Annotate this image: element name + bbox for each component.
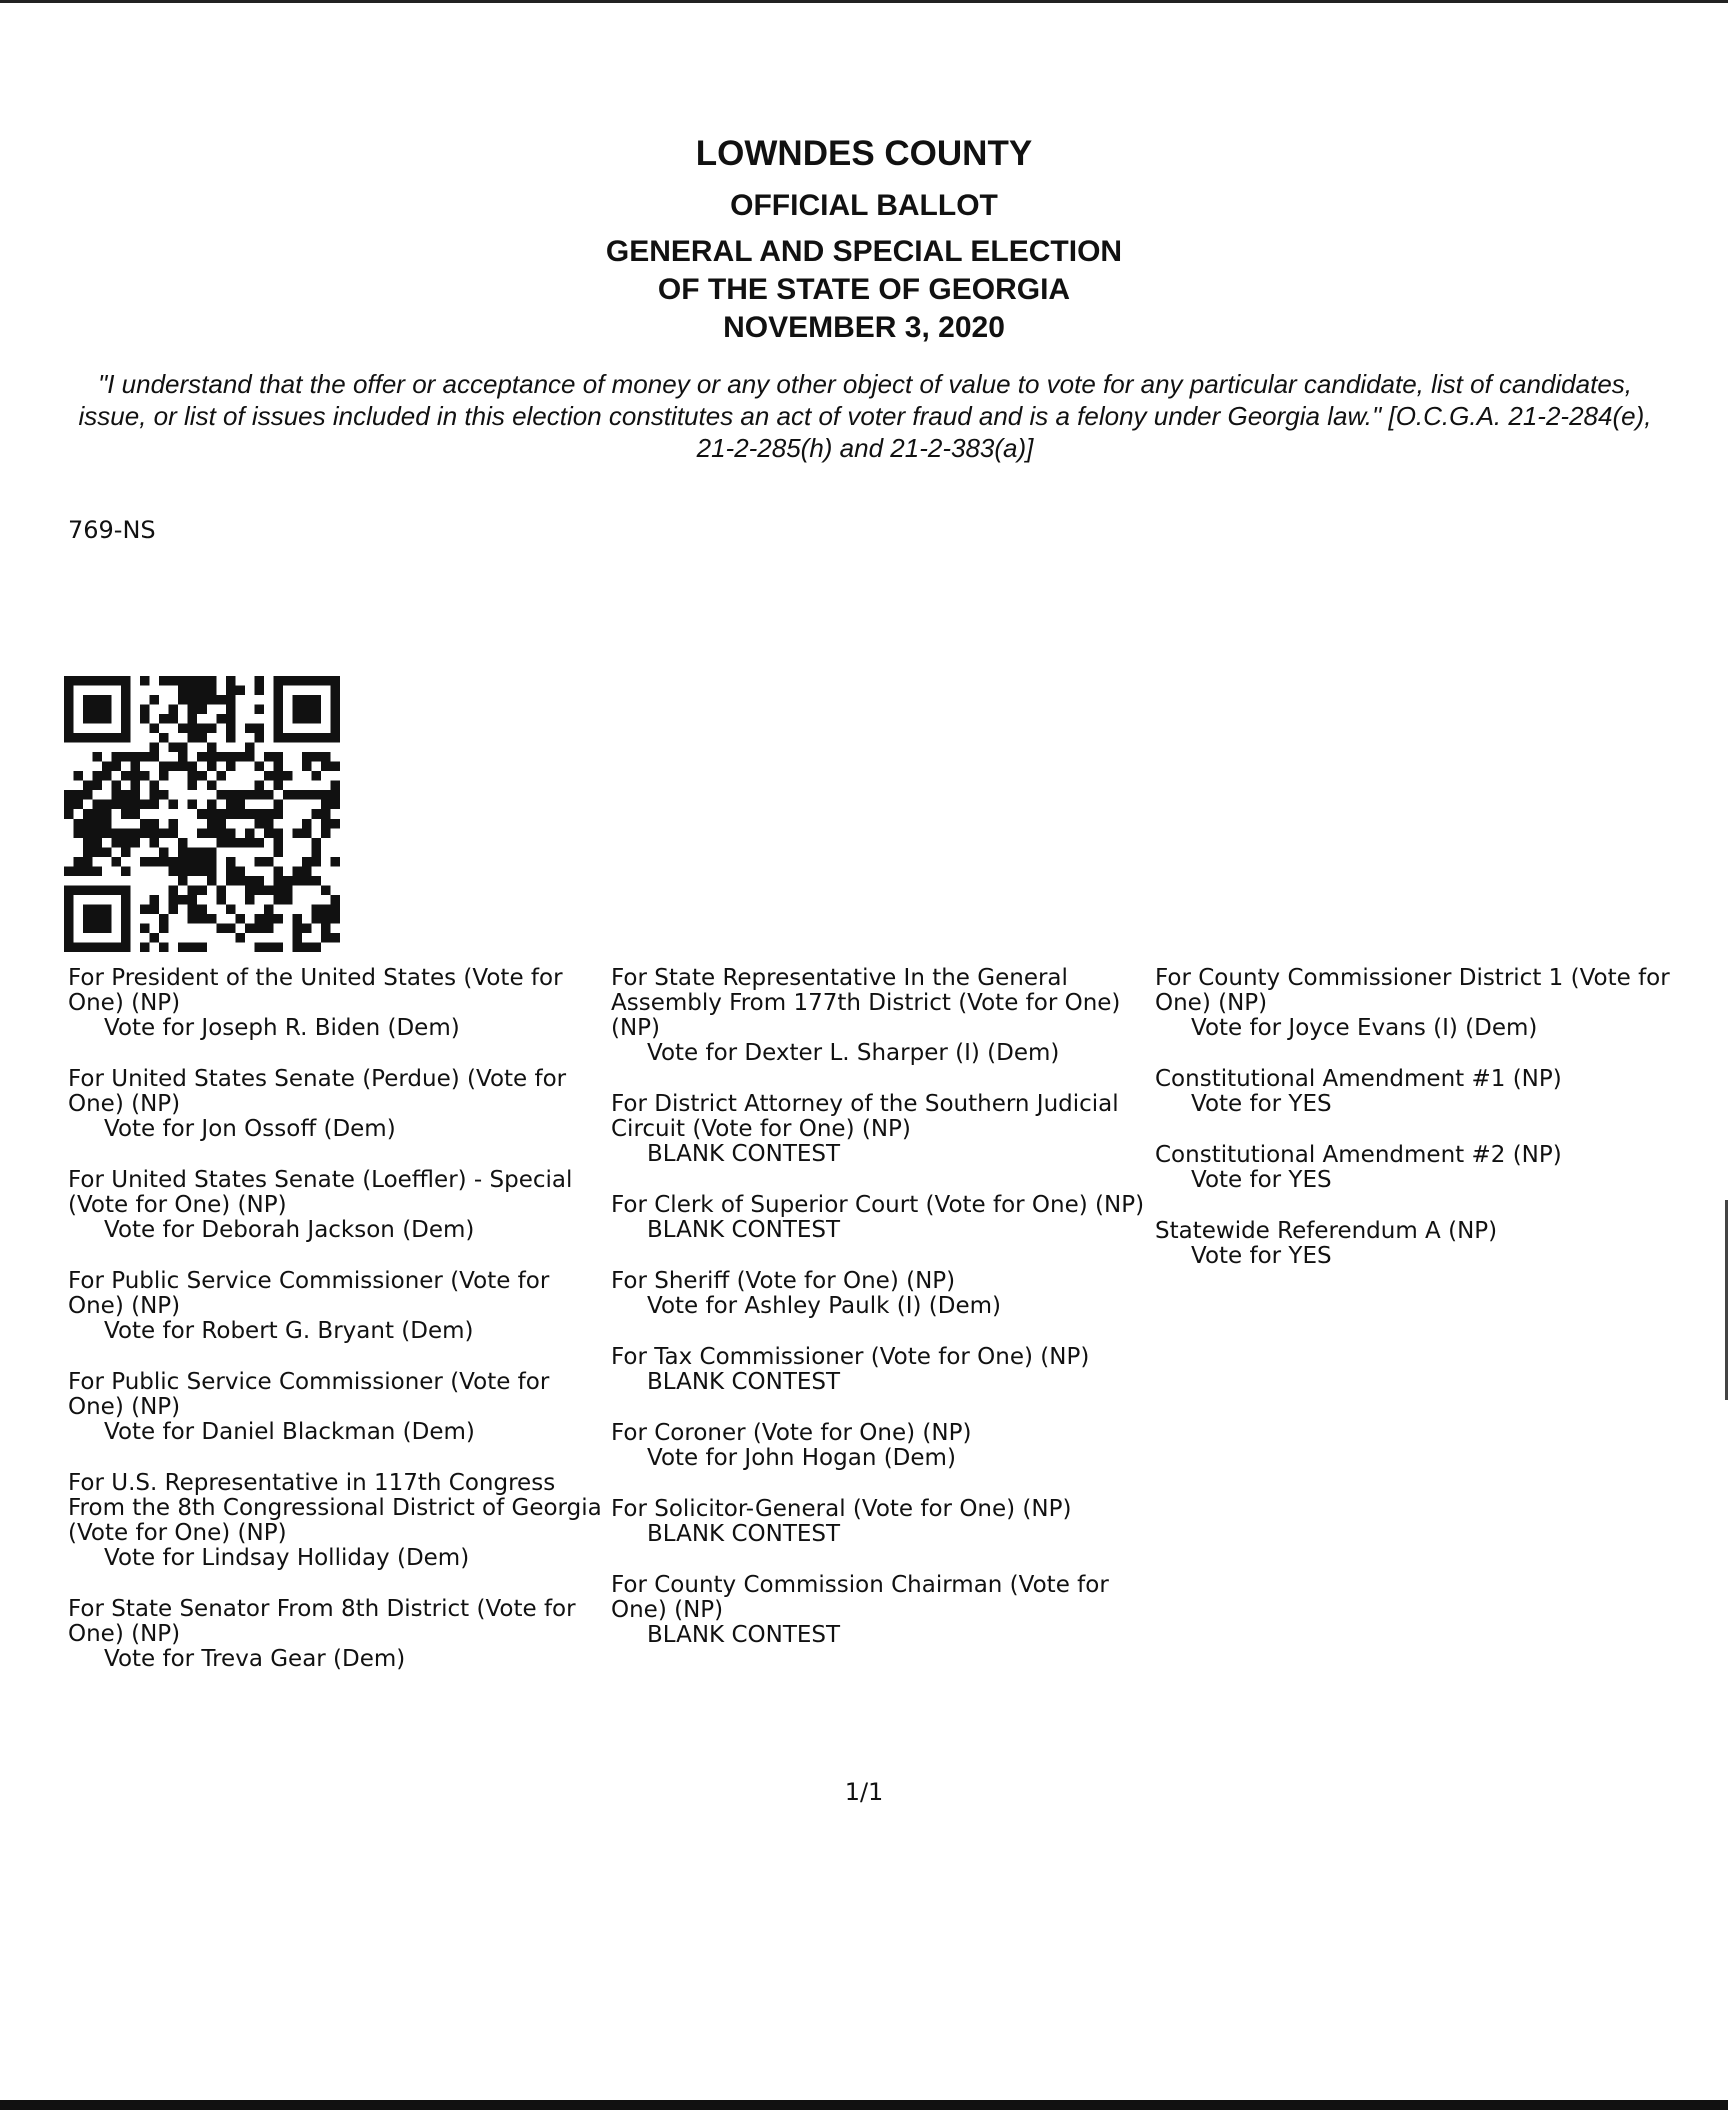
scan-edge-bottom xyxy=(0,2100,1728,2110)
contest-office: For Sheriff (Vote for One) (NP) xyxy=(611,1268,956,1294)
contest-choice: BLANK CONTEST xyxy=(647,1141,841,1167)
contest-office: Constitutional Amendment #2 (NP) xyxy=(1155,1142,1562,1168)
contest-office: Constitutional Amendment #1 (NP) xyxy=(1155,1066,1562,1092)
contest-item xyxy=(68,1597,608,1672)
contest-item xyxy=(1155,1067,1727,1117)
contest-office: For President of the United States (Vote for One) (NP) xyxy=(68,965,563,1016)
contest-item xyxy=(611,1193,1151,1243)
contest-office: For County Commission Chairman (Vote for One) (NP) xyxy=(611,1572,1109,1623)
contest-office: For United States Senate (Perdue) (Vote for One) (NP) xyxy=(68,1066,567,1117)
contest-item xyxy=(611,1421,1151,1471)
contest-choice: BLANK CONTEST xyxy=(647,1217,841,1243)
contest-item xyxy=(68,966,608,1041)
page-number: 1/1 xyxy=(844,1778,884,1806)
election-date: NOVEMBER 3, 2020 xyxy=(723,311,1005,344)
contest-item xyxy=(68,1168,608,1243)
contest-item xyxy=(1155,1219,1727,1269)
contest-office: For District Attorney of the Southern Judicial Circuit (Vote for One) (NP) xyxy=(611,1091,1119,1142)
contest-column-2 xyxy=(611,966,1151,1674)
contest-item xyxy=(611,1269,1151,1319)
contest-column-1 xyxy=(68,966,608,1698)
contest-choice: Vote for Treva Gear (Dem) xyxy=(104,1646,406,1672)
ballot-code: 769-NS xyxy=(68,516,156,544)
contest-item xyxy=(611,1573,1151,1648)
contest-item xyxy=(611,1497,1151,1547)
contest-choice: BLANK CONTEST xyxy=(647,1622,841,1648)
contest-office: For Clerk of Superior Court (Vote for One) (NP) xyxy=(611,1192,1145,1218)
contest-choice: Vote for YES xyxy=(1191,1167,1332,1193)
contest-choice: Vote for Joseph R. Biden (Dem) xyxy=(104,1015,460,1041)
contest-choice: Vote for Jon Ossoff (Dem) xyxy=(104,1116,396,1142)
contest-item xyxy=(68,1067,608,1142)
contest-office: For Coroner (Vote for One) (NP) xyxy=(611,1420,972,1446)
contest-choice: BLANK CONTEST xyxy=(647,1521,841,1547)
contest-office: For County Commissioner District 1 (Vote for One) (NP) xyxy=(1155,966,1670,1016)
contest-item xyxy=(68,1269,608,1344)
contest-item xyxy=(1155,1143,1727,1193)
contest-office: For Solicitor-General (Vote for One) (NP) xyxy=(611,1496,1072,1522)
contest-office: For State Senator From 8th District (Vote for One) (NP) xyxy=(68,1596,576,1647)
contest-choice: Vote for Dexter L. Sharper (I) (Dem) xyxy=(647,1040,1060,1066)
contest-choice: Vote for Ashley Paulk (I) (Dem) xyxy=(647,1293,1001,1319)
contest-office: For United States Senate (Loeffler) - Special (Vote for One) (NP) xyxy=(68,1167,573,1218)
contest-item xyxy=(611,1345,1151,1395)
contest-office: For Public Service Commissioner (Vote for One) (NP) xyxy=(68,1268,550,1319)
contest-item xyxy=(68,1370,608,1445)
contest-item xyxy=(611,966,1151,1066)
contest-office: For U.S. Representative in 117th Congress From the 8th Congressional District of Georgia (Vote for One) (NP) xyxy=(68,1470,602,1546)
contest-choice: Vote for Robert G. Bryant (Dem) xyxy=(104,1318,474,1344)
qr-code xyxy=(64,676,340,952)
contest-choice: Vote for Deborah Jackson (Dem) xyxy=(104,1217,475,1243)
contest-office: Statewide Referendum A (NP) xyxy=(1155,1218,1498,1244)
contest-column-3 xyxy=(1155,966,1727,1295)
election-line-2: OF THE STATE OF GEORGIA xyxy=(657,273,1071,306)
contest-choice: BLANK CONTEST xyxy=(647,1369,841,1395)
contest-office: For Tax Commissioner (Vote for One) (NP) xyxy=(611,1344,1090,1370)
contest-office: For Public Service Commissioner (Vote for One) (NP) xyxy=(68,1369,550,1420)
contest-item xyxy=(611,1092,1151,1167)
contest-choice: Vote for YES xyxy=(1191,1243,1332,1269)
ballot-type: OFFICIAL BALLOT xyxy=(730,189,998,222)
contest-choice: Vote for Lindsay Holliday (Dem) xyxy=(104,1545,470,1571)
scan-edge-top xyxy=(0,0,1728,3)
contest-item xyxy=(68,1471,608,1571)
voter-fraud-oath: "I understand that the offer or acceptance of money or any other object of value to vote for any particular candidate, list of candidates, issue, or list of issues included in this election constitutes an act of voter fraud and is a felony under Georgia law." [O.C.G.A. 21-2-284(e), 21-2-285(h) and 21-2-383(a)] xyxy=(78,369,1652,463)
contest-choice: Vote for Daniel Blackman (Dem) xyxy=(104,1419,475,1445)
contest-choice: Vote for YES xyxy=(1191,1091,1332,1117)
contest-choice: Vote for John Hogan (Dem) xyxy=(647,1445,956,1471)
contest-item xyxy=(1155,966,1727,1041)
contest-office: For State Representative In the General Assembly From 177th District (Vote for One) (NP) xyxy=(611,965,1121,1041)
election-line-1: GENERAL AND SPECIAL ELECTION xyxy=(605,235,1123,268)
county-title: LOWNDES COUNTY xyxy=(695,134,1033,173)
ballot-header xyxy=(0,128,1728,346)
contest-choice: Vote for Joyce Evans (I) (Dem) xyxy=(1191,1015,1538,1041)
